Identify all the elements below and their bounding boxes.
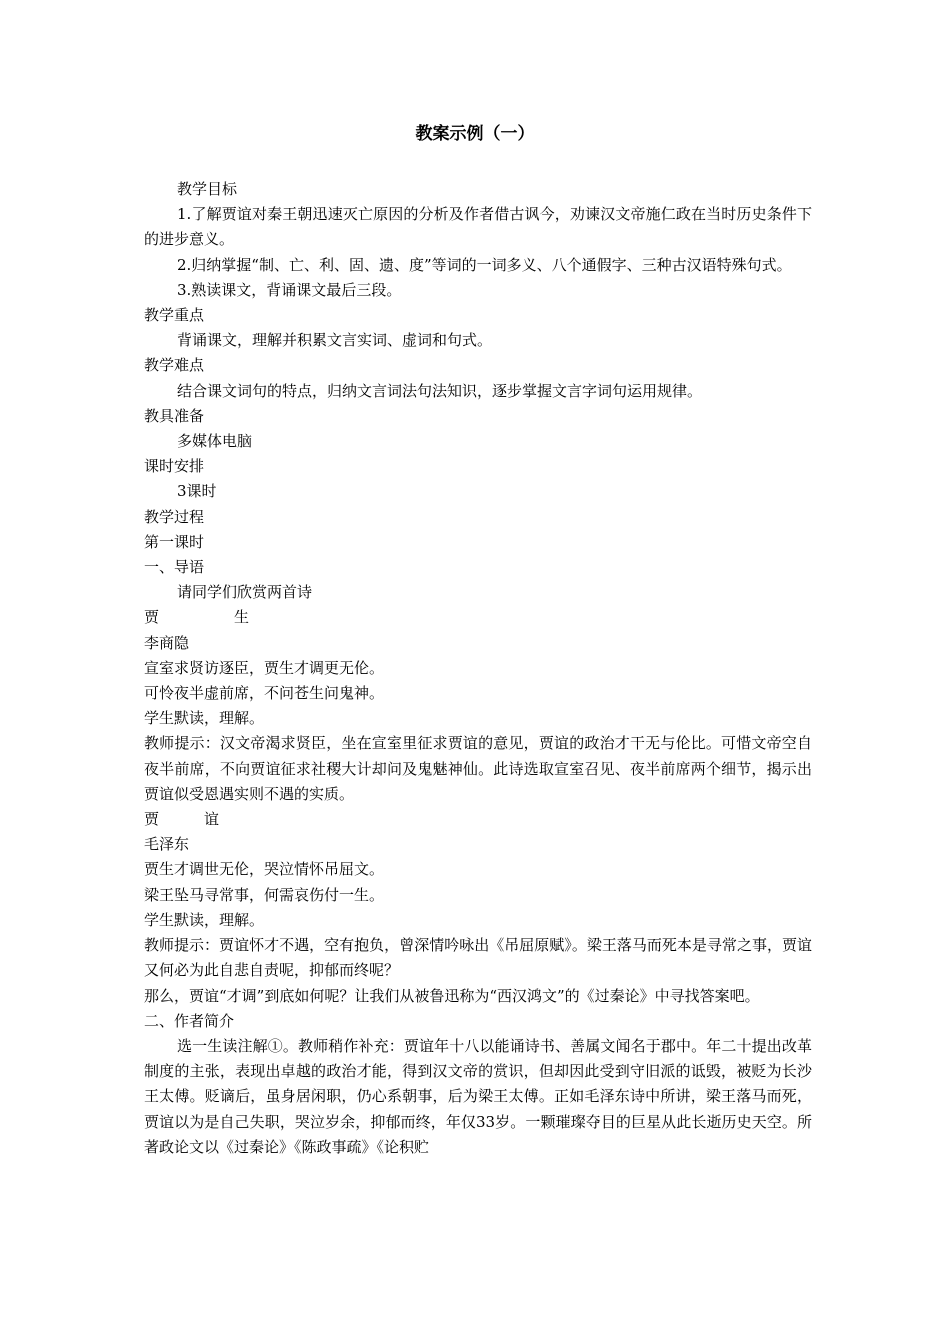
document-paragraph: 选一生读注解①。教师稍作补充：贾谊年十八以能诵诗书、善属文闻名于郡中。年二十提出改革制度的主张，表现出卓越的政治才能，得到汉文帝的赏识，但却因此受到守旧派的诋毁，被贬为长沙王太傅。贬谪后，虽身居闲职，仍心系朝事，后为梁王太傅。正如毛泽东诗中所讲，梁王落马而死，贾谊以为是自己失职，哭泣岁余，抑郁而终，年仅33岁。一颗璀璨夺目的巨星从此长逝历史天空。所著政论文以《过秦论》《陈政事疏》《论积贮 (144, 1036, 812, 1156)
document-paragraph: 1.了解贾谊对秦王朝迅速灭亡原因的分析及作者借古讽今，劝谏汉文帝施仁政在当时历史条件下的进步意义。 (144, 205, 812, 249)
document-paragraph: 教师提示：贾谊怀才不遇，空有抱负，曾深情吟咏出《吊屈原赋》。梁王落马而死本是寻常之事，贾谊又何必为此自悲自责呢，抑郁而终呢？ (144, 936, 812, 980)
document-paragraph: 李商隐 (144, 633, 190, 652)
document-paragraph: 梁王坠马寻常事，何需哀伤付一生。 (144, 885, 385, 904)
document-paragraph: 贾 谊 (144, 810, 220, 829)
document-paragraph: 一、导语 (144, 558, 205, 577)
document-paragraph: 宣室求贤访逐臣，贾生才调更无伦。 (144, 658, 385, 677)
document-paragraph: 请同学们欣赏两首诗 (177, 583, 313, 602)
document-paragraph: 课时安排 (144, 457, 205, 476)
document-paragraph: 那么，贾谊“才调”到底如何呢？让我们从被鲁迅称为“西汉鸿文”的《过秦论》中寻找答案吧。 (144, 986, 760, 1005)
document-paragraph: 2.归纳掌握“制、亡、利、固、遗、度”等词的一词多义、八个通假字、三种古汉语特殊句式。 (177, 255, 792, 274)
document-paragraph: 贾 生 (144, 608, 250, 627)
document-paragraph: 第一课时 (144, 532, 205, 551)
document-paragraph: 可怜夜半虚前席，不问苍生问鬼神。 (144, 684, 385, 703)
document-paragraph: 3课时 (177, 482, 217, 501)
document-paragraph: 学生默读，理解。 (144, 910, 265, 929)
document-paragraph: 教具准备 (144, 406, 205, 425)
document-paragraph: 教师提示：汉文帝渴求贤臣，坐在宣室里征求贾谊的意见，贾谊的政治才干无与伦比。可惜文帝空自夜半前席，不向贾谊征求社稷大计却问及鬼魅神仙。此诗选取宣室召见、夜半前席两个细节，揭示出贾谊似受恩遇实则不遇的实质。 (144, 734, 812, 803)
document-paragraph: 教学过程 (144, 507, 205, 526)
document-paragraph: 教学重点 (144, 306, 205, 325)
document-paragraph: 教学难点 (144, 356, 205, 375)
document-paragraph: 结合课文词句的特点，归纳文言词法句法知识，逐步掌握文言字词句运用规律。 (177, 381, 703, 400)
document-paragraph: 教学目标 (177, 180, 238, 198)
document-paragraph: 3.熟读课文，背诵课文最后三段。 (177, 280, 402, 299)
document-paragraph: 背诵课文，理解并积累文言实词、虚词和句式。 (177, 331, 493, 350)
document-body (144, 177, 812, 1160)
document-paragraph: 贾生才调世无伦，哭泣情怀吊屈文。 (144, 860, 385, 879)
document-paragraph: 二、作者简介 (144, 1011, 235, 1030)
document-title: 教案示例（一） (415, 124, 535, 144)
document-paragraph: 毛泽东 (144, 835, 190, 854)
document-paragraph: 多媒体电脑 (177, 432, 253, 451)
document-paragraph: 学生默读，理解。 (144, 709, 265, 728)
